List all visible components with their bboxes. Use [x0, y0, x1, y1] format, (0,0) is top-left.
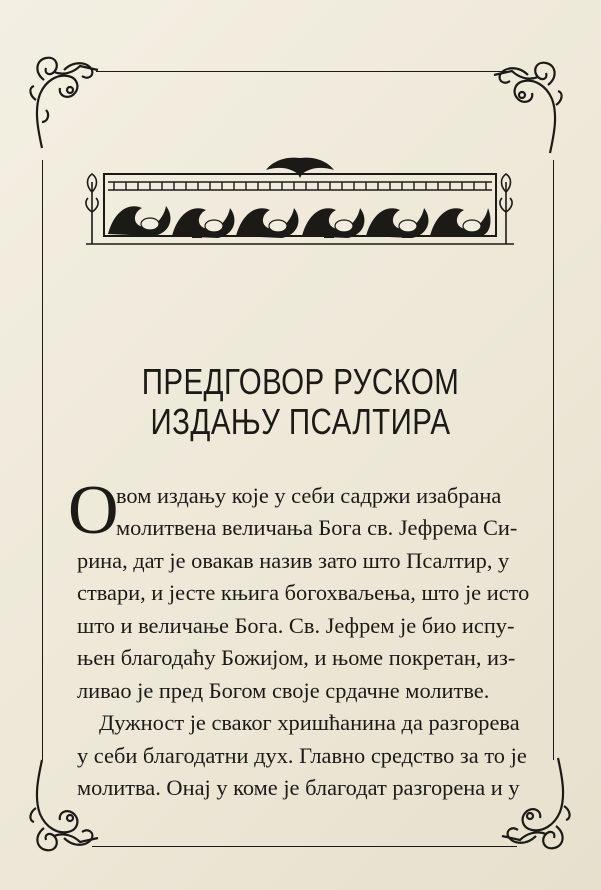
corner-ornament-top-right — [488, 55, 568, 155]
text-line-10: молитва. Онај у коме је благодат разгорена и у — [77, 775, 520, 800]
text-line-4: ствари, и јесте књига богохваљења, што је исто — [77, 580, 530, 605]
frame-top-rule — [96, 71, 507, 72]
page-title-line-1: ПРЕДГОВОР РУСКОМ — [141, 361, 460, 402]
page-title-line-2: ИЗДАЊУ ПСАЛТИРА — [150, 401, 451, 442]
text-line-7: ливао је пред Богом своје срдачне молитве. — [77, 678, 490, 703]
frame-left-rule — [42, 160, 43, 760]
text-line-8: Дужност је сваког хришћанина да разгорева — [99, 710, 520, 735]
frame-bottom-rule — [92, 846, 517, 847]
text-line-1: вом издању које у себи садржи изабрана — [116, 483, 502, 508]
drop-cap: О — [68, 472, 119, 549]
text-line-6: њен благодаћу Божијом, и њоме покретан, из- — [77, 645, 516, 670]
text-line-5: што и величање Бога. Св. Јефрем је био испу- — [77, 613, 515, 638]
text-line-2: молитвена величања Бога св. Јефрема Си- — [116, 515, 518, 540]
frame-right-rule — [553, 160, 554, 760]
headpiece-ornament — [84, 152, 516, 248]
text-line-3: рина, дат је овакав назив зато што Псалтир, у — [77, 548, 510, 573]
text-line-9: у себи благодатни дух. Главно средство за то је — [77, 743, 527, 768]
corner-ornament-top-left — [24, 50, 104, 150]
